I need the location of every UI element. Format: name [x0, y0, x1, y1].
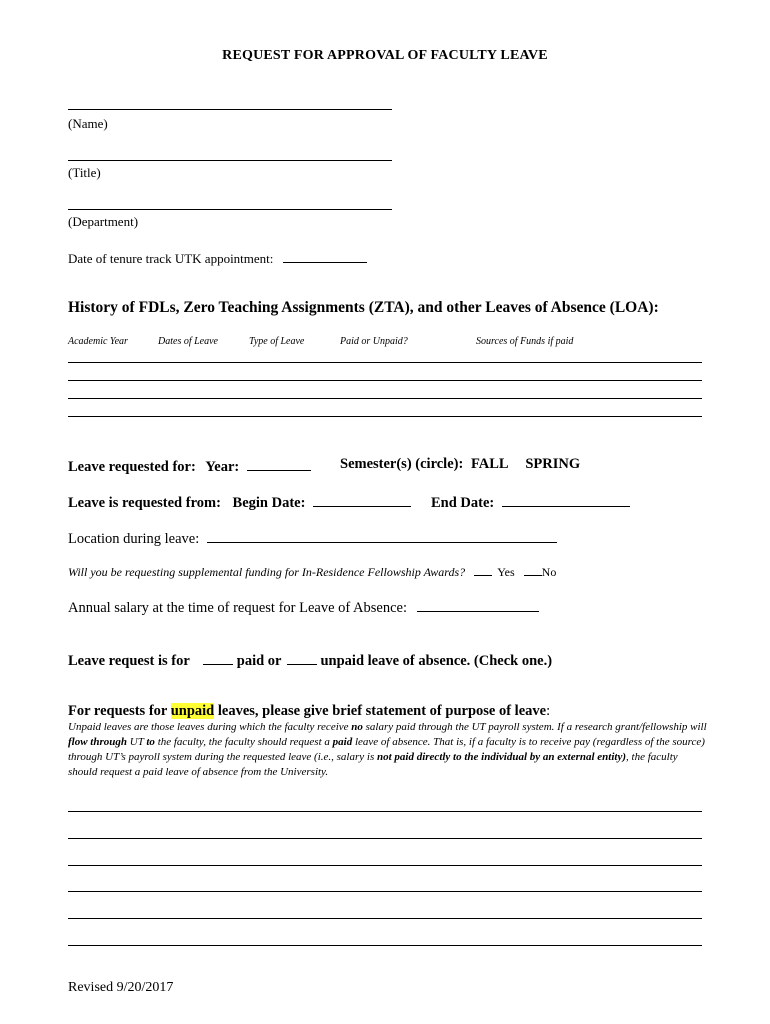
fellowship-no-field[interactable] — [524, 564, 542, 576]
history-row-line[interactable] — [68, 362, 702, 363]
paid-unpaid-prefix: Leave request is for — [68, 653, 190, 669]
history-row-line[interactable] — [68, 398, 702, 399]
unpaid-heading-post: leaves, please give brief statement of purpose of leave — [217, 703, 547, 719]
salary-label: Annual salary at the time of request for Leave of Absence: — [68, 600, 408, 616]
semester-label: Semester(s) (circle): — [340, 456, 464, 472]
tenure-date-label: Date of tenure track UTK appointment: — [68, 251, 274, 266]
column-sources-of-funds: Sources of Funds if paid — [476, 336, 574, 347]
unpaid-p5-bold: not paid directly to the individual by an external entity) — [376, 751, 627, 763]
history-row-line[interactable] — [68, 416, 702, 417]
location-label: Location during leave: — [68, 531, 200, 547]
unpaid-label: unpaid leave of absence. (Check one.) — [320, 653, 553, 669]
unpaid-p2: salary paid through the UT payroll system. If a research grant/fellowship will — [365, 721, 707, 733]
statement-line[interactable] — [68, 918, 702, 919]
unpaid-highlight: unpaid — [170, 703, 215, 719]
fellowship-yes-label: Yes — [497, 565, 515, 579]
history-heading: History of FDLs, Zero Teaching Assignments (ZTA), and other Leaves of Absence (LOA): — [68, 299, 659, 316]
salary-row — [68, 597, 539, 617]
location-row — [68, 528, 557, 548]
year-label: Year: — [205, 459, 240, 475]
year-field[interactable] — [247, 456, 311, 471]
statement-line[interactable] — [68, 811, 702, 812]
fellowship-yes-field[interactable] — [474, 564, 492, 576]
salary-field[interactable] — [417, 597, 539, 612]
end-date-field[interactable] — [502, 492, 630, 507]
begin-date-field[interactable] — [313, 492, 411, 507]
fellowship-question: Will you be requesting supplemental funding for In-Residence Fellowship Awards? — [68, 565, 466, 579]
unpaid-p5: leave of absence. That is, if a faculty is to receive pay (regardless of the source) through UT’s payroll system during the requested leave (i.e., salary is — [68, 736, 705, 763]
name-line[interactable] — [68, 109, 392, 110]
revision-footer: Revised 9/20/2017 — [68, 980, 174, 995]
column-paid-or-unpaid: Paid or Unpaid? — [340, 336, 408, 347]
end-date-label: End Date: — [431, 495, 495, 511]
title-label: (Title) — [68, 165, 101, 180]
leave-requested-from-label: Leave is requested from: — [68, 495, 221, 511]
tenure-date-row — [68, 248, 367, 267]
location-field[interactable] — [207, 528, 557, 543]
unpaid-heading-pre: For requests for — [68, 703, 168, 719]
statement-line[interactable] — [68, 865, 702, 866]
semester-row — [340, 456, 580, 473]
begin-date-row — [68, 492, 411, 512]
department-label: (Department) — [68, 214, 139, 229]
unpaid-p2-bold: flow through — [68, 736, 127, 748]
paid-checkbox-field[interactable] — [203, 650, 233, 665]
tenure-date-field[interactable] — [283, 248, 367, 263]
end-date-row — [431, 492, 630, 512]
fellowship-row — [68, 564, 556, 580]
unpaid-explanation — [68, 720, 708, 780]
unpaid-heading — [68, 703, 550, 720]
paid-label: paid or — [236, 653, 282, 669]
column-academic-year: Academic Year — [68, 336, 128, 347]
history-row-line[interactable] — [68, 380, 702, 381]
unpaid-heading-colon: : — [546, 703, 551, 719]
unpaid-p1: Unpaid leaves are those leaves during which the faculty receive — [68, 721, 349, 733]
statement-line[interactable] — [68, 838, 702, 839]
unpaid-p3: UT — [129, 736, 144, 748]
semester-fall[interactable]: FALL — [470, 456, 508, 472]
column-dates-of-leave: Dates of Leave — [158, 336, 218, 347]
leave-requested-for-label: Leave requested for: — [68, 459, 196, 475]
unpaid-p4: the faculty, the faculty should request a — [157, 736, 330, 748]
name-label: (Name) — [68, 116, 108, 131]
fellowship-no-label: No — [541, 565, 557, 579]
column-type-of-leave: Type of Leave — [249, 336, 305, 347]
department-line[interactable] — [68, 209, 392, 210]
paid-unpaid-row — [68, 650, 552, 670]
begin-date-label: Begin Date: — [232, 495, 306, 511]
title-line[interactable] — [68, 160, 392, 161]
unpaid-p1-bold: no — [351, 721, 363, 733]
unpaid-checkbox-field[interactable] — [287, 650, 317, 665]
unpaid-p4-bold: paid — [332, 736, 353, 748]
leave-requested-for-row — [68, 456, 311, 476]
semester-spring[interactable]: SPRING — [525, 456, 581, 472]
unpaid-p6: , the faculty should request a paid leave of absence from the University. — [68, 751, 678, 778]
statement-line[interactable] — [68, 945, 702, 946]
statement-line[interactable] — [68, 891, 702, 892]
unpaid-p3-bold: to — [146, 736, 155, 748]
page-title: REQUEST FOR APPROVAL OF FACULTY LEAVE — [222, 48, 548, 63]
